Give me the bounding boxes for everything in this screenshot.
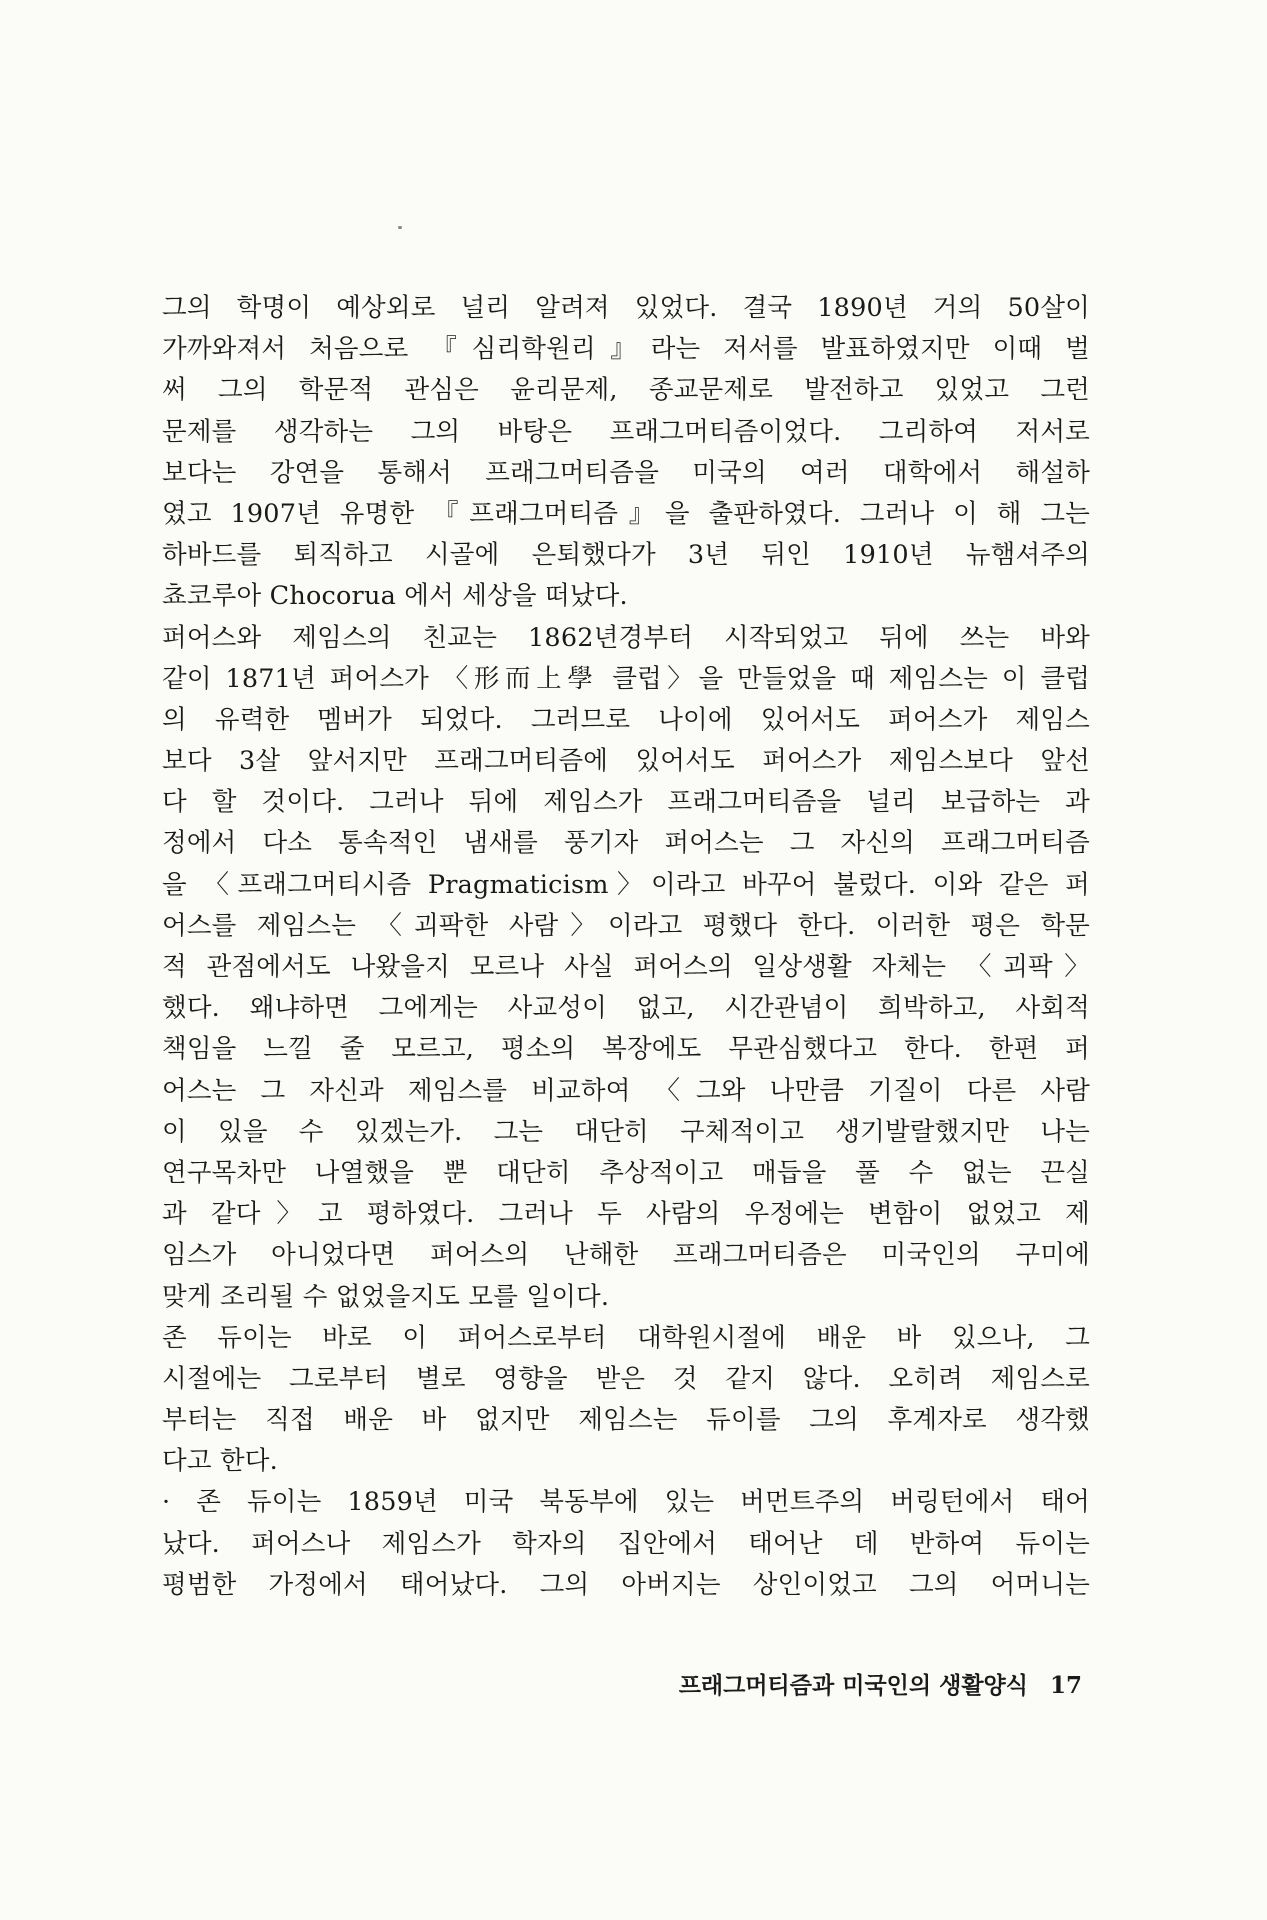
text-line: 어스를 제임스는 〈괴팍한 사람〉이라고 평했다 한다. 이러한 평은 학문 bbox=[162, 910, 1090, 941]
text-line: 부터는 직접 배운 바 없지만 제임스는 듀이를 그의 후계자로 생각했 bbox=[162, 1405, 1090, 1436]
text-line: 평범한 가정에서 태어났다. 그의 아버지는 상인이었고 그의 어머니는 bbox=[162, 1569, 1090, 1600]
text-line: · 존 듀이는 1859년 미국 북동부에 있는 버먼트주의 버링턴에서 태어 bbox=[162, 1487, 1090, 1518]
text-line: 과 같다〉고 평하였다. 그러나 두 사람의 우정에는 변함이 없었고 제 bbox=[162, 1199, 1090, 1230]
text-line: 보다는 강연을 통해서 프래그머티즘을 미국의 여러 대학에서 해설하 bbox=[162, 457, 1090, 488]
text-line: 하바드를 퇴직하고 시골에 은퇴했다가 3년 뒤인 1910년 뉴햄셔주의 bbox=[162, 540, 1090, 571]
page-speck bbox=[398, 226, 402, 229]
text-line: 다 할 것이다. 그러나 뒤에 제임스가 프래그머티즘을 널리 보급하는 과 bbox=[162, 787, 1090, 818]
text-line: 났다. 퍼어스나 제임스가 학자의 집안에서 태어난 데 반하여 듀이는 bbox=[162, 1528, 1090, 1559]
page-number: 17 bbox=[1049, 1672, 1082, 1699]
text-line: 쵸코루아 Chocorua 에서 세상을 떠났다. bbox=[162, 581, 628, 612]
text-line: 정에서 다소 통속적인 냄새를 풍기자 퍼어스는 그 자신의 프래그머티즘 bbox=[162, 828, 1090, 859]
text-line: 했다. 왜냐하면 그에게는 사교성이 없고, 시간관념이 희박하고, 사회적 bbox=[162, 993, 1090, 1024]
text-line: 가까와져서 처음으로 『심리학원리』라는 저서를 발표하였지만 이때 벌 bbox=[162, 334, 1090, 365]
text-line: 써 그의 학문적 관심은 윤리문제, 종교문제로 발전하고 있었고 그런 bbox=[162, 375, 1090, 406]
body-text bbox=[162, 288, 1090, 1606]
text-line: 시절에는 그로부터 별로 영향을 받은 것 같지 않다. 오히려 제임스로 bbox=[162, 1363, 1090, 1394]
text-line: 존 듀이는 바로 이 퍼어스로부터 대학원시절에 배운 바 있으나, 그 bbox=[162, 1322, 1090, 1353]
text-line: 맞게 조리될 수 없었을지도 모를 일이다. bbox=[162, 1281, 610, 1312]
text-line: 이 있을 수 있겠는가. 그는 대단히 구체적이고 생기발랄했지만 나는 bbox=[162, 1116, 1090, 1147]
text-line: 문제를 생각하는 그의 바탕은 프래그머티즘이었다. 그리하여 저서로 bbox=[162, 416, 1090, 447]
text-line: 퍼어스와 제임스의 친교는 1862년경부터 시작되었고 뒤에 쓰는 바와 bbox=[162, 622, 1090, 653]
text-line: 였고 1907년 유명한 『프래그머티즘』을 출판하였다. 그러나 이 해 그는 bbox=[162, 498, 1090, 529]
running-title: 프래그머티즘과 미국인의 생활양식 bbox=[678, 1672, 1028, 1699]
text-line: 같이 1871년 퍼어스가 〈形而上學 클럽〉을 만들었을 때 제임스는 이 클럽 bbox=[162, 663, 1090, 694]
text-line: 을 〈프래그머티시즘 Pragmaticism〉이라고 바꾸어 불렀다. 이와 같은 퍼 bbox=[162, 869, 1090, 900]
text-line: 연구목차만 나열했을 뿐 대단히 추상적이고 매듭을 풀 수 없는 끈실 bbox=[162, 1157, 1090, 1188]
text-line: 그의 학명이 예상외로 널리 알려져 있었다. 결국 1890년 거의 50살이 bbox=[162, 293, 1090, 323]
text-line: 책임을 느낄 줄 모르고, 평소의 복장에도 무관심했다고 한다. 한편 퍼 bbox=[162, 1034, 1090, 1065]
text-line: 의 유력한 멤버가 되었다. 그러므로 나이에 있어서도 퍼어스가 제임스 bbox=[162, 704, 1090, 735]
text-line: 보다 3살 앞서지만 프래그머티즘에 있어서도 퍼어스가 제임스보다 앞선 bbox=[162, 746, 1090, 777]
text-line: 어스는 그 자신과 제임스를 비교하여 〈그와 나만큼 기질이 다른 사람 bbox=[162, 1075, 1090, 1106]
text-line: 다고 한다. bbox=[162, 1446, 278, 1477]
text-line: 임스가 아니었다면 퍼어스의 난해한 프래그머티즘은 미국인의 구미에 bbox=[162, 1240, 1090, 1271]
text-line: 적 관점에서도 나왔을지 모르나 사실 퍼어스의 일상생활 자체는 〈괴팍〉 bbox=[162, 952, 1090, 982]
page-footer bbox=[612, 1666, 1082, 1706]
